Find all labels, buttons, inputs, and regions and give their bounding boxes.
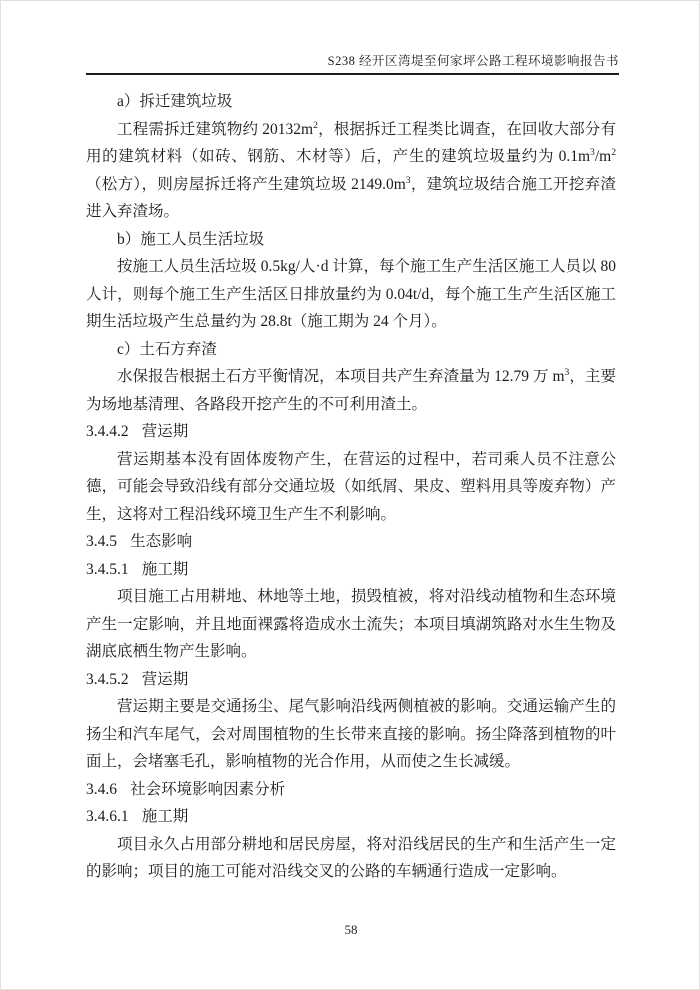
page-header bbox=[86, 51, 619, 75]
section-number: 3.4.6.1 bbox=[86, 808, 129, 825]
section-heading bbox=[86, 803, 616, 831]
paragraph: 按施工人员生活垃圾 0.5kg/人·d 计算，每个施工生产生活区施工人员以 80 人计，则每个施工生产生活区日排放量约为 0.04t/d，每个施工生产生活区施工期生活垃圾产生总量约为 28.8t（施工期为 24 个月）。 bbox=[86, 258, 616, 330]
section-heading bbox=[86, 556, 616, 584]
section-number: 3.4.5.2 bbox=[86, 670, 129, 688]
document-body bbox=[86, 88, 616, 886]
paragraph: 项目施工占用耕地、林地等土地，损毁植被，将对沿线动植物和生态环境产生一定影响，并且地面裸露将造成水土流失；本项目填湖筑路对水生生物及湖底底栖生物产生影响。 bbox=[86, 588, 616, 660]
paragraph: 水保报告根据土石方平衡情况，本项目共产生弃渣量为 12.79 万 $m^3$，主要为场地基清理、各路段开挖产生的不可利用渣土。 bbox=[86, 366, 616, 413]
page-footer bbox=[1, 922, 700, 938]
section-number: 3.4.4.2 bbox=[86, 423, 129, 440]
superscript: 2 bbox=[611, 146, 616, 158]
superscript: 3 bbox=[405, 174, 411, 186]
section-number: 3.4.5.1 bbox=[86, 560, 129, 578]
paragraph: 项目永久占用部分耕地和居民房屋，将对沿线居民的生产和生活产生一定的影响；项目的施工可能对沿线交叉的公路的车辆通行造成一定影响。 bbox=[86, 835, 616, 880]
section-number: 3.4.5 bbox=[86, 533, 117, 550]
section-heading bbox=[86, 528, 616, 556]
paragraph: 工程需拆迁建筑物约 $20132m^2$，根据拆迁工程类比调查，在回收大部分有用的建筑材料（如砖、钢筋、木材等）后，产生的建筑垃圾量约为 $0.1m^3/m^2$（松方），则房屋拆迁将产生建筑垃圾 $2149.0m^3$，建筑垃圾结合施工开挖弃渣进入弃渣场。 bbox=[86, 119, 616, 220]
section-title: 生态影响 bbox=[130, 533, 193, 550]
section-title: 社会环境影响因素分析 bbox=[130, 780, 286, 798]
section-number: 3.4.6 bbox=[86, 780, 117, 798]
section-heading bbox=[86, 666, 616, 694]
section-title: 营运期 bbox=[141, 670, 189, 688]
list-item-label: b）施工人员生活垃圾 bbox=[117, 230, 265, 248]
header-title: S238 经开区湾堤至何家坪公路工程环境影响报告书 bbox=[327, 54, 619, 68]
section-heading bbox=[86, 776, 616, 804]
section-title: 施工期 bbox=[141, 808, 189, 825]
superscript: 3 bbox=[590, 146, 595, 158]
list-item-label: c）土石方弃渣 bbox=[117, 340, 217, 358]
section-heading bbox=[86, 418, 616, 446]
section-title: 施工期 bbox=[141, 560, 189, 578]
section-title: 营运期 bbox=[141, 423, 189, 440]
page-number: 58 bbox=[344, 922, 358, 937]
list-item-label: a）拆迁建筑垃圾 bbox=[117, 93, 233, 110]
superscript: 3 bbox=[564, 366, 570, 378]
paragraph: 营运期基本没有固体废物产生，在营运的过程中，若司乘人员不注意公德，可能会导致沿线有部分交通垃圾（如纸屑、果皮、塑料用具等废弃物）产生，这将对工程沿线环境卫生产生不利影响。 bbox=[86, 450, 616, 523]
superscript: 2 bbox=[313, 119, 318, 131]
paragraph: 营运期主要是交通扬尘、尾气影响沿线两侧植被的影响。交通运输产生的扬尘和汽车尾气，会对周围植物的生长带来直接的影响。扬尘降落到植物的叶面上，会堵塞毛孔，影响植物的光合作用，从而使之生长减缓。 bbox=[86, 698, 616, 770]
